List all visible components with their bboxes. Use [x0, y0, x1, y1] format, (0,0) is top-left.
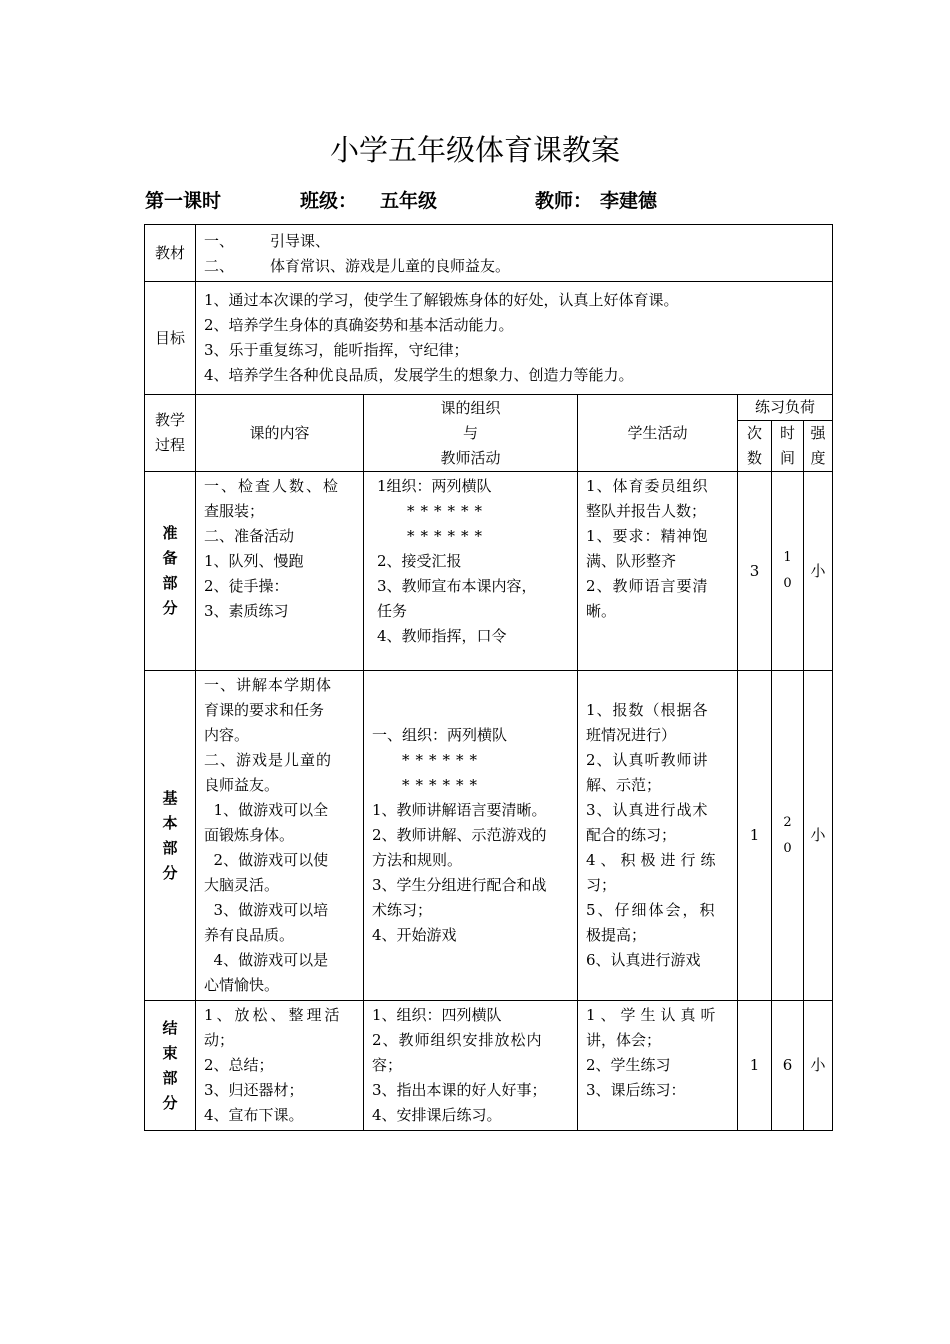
lesson-plan-table — [144, 224, 833, 1131]
objectives-label: 目标 — [145, 282, 196, 395]
prep-section-label: 准 备 部 分 — [145, 472, 196, 671]
end-section-label: 结 束 部 分 — [145, 1001, 196, 1131]
basic-content: 一、讲解本学期体 育课的要求和任务 内容。 二、游戏是儿童的 良师益友。 1、做游戏可以全 面锻炼身体。 2、做游戏可以使 大脑灵活。 3、做游戏可以培 养有良品质。 4、做游戏可以是 心情愉快。 — [196, 671, 364, 1001]
objective-item: 4、培养学生各种优良品质，发展学生的想象力、创造力等能力。 — [204, 366, 634, 384]
basic-section-label: 基 本 部 分 — [145, 671, 196, 1001]
prep-student-activity: 1、体育委员组织 整队并报告人数； 1、要求：精神饱 满、队形整齐 2、教师语言要清 晰。 — [578, 472, 738, 671]
objective-item: 3、乐于重复练习，能听指挥，守纪律； — [204, 341, 469, 359]
process-header: 教学 过程 — [145, 395, 196, 472]
basic-times: 1 — [738, 671, 772, 1001]
student-activity-header: 学生活动 — [578, 395, 738, 472]
lesson-number: 第一课时 — [145, 190, 222, 212]
end-section-row — [145, 1001, 833, 1131]
lesson-meta — [145, 186, 835, 216]
times-header: 次 数 — [738, 421, 772, 472]
end-intensity: 小 — [804, 1001, 833, 1131]
basic-student-activity: 1、报数（根据各 班情况进行） 2、认真听教师讲 解、示范； 3、认真进行战术 配合的练习； 4、积极进行练 习； 5、仔细体会，积 极提高； 6、认真进行游戏 — [578, 671, 738, 1001]
materials-content — [196, 225, 833, 282]
formation-stars: ****** — [402, 751, 483, 769]
end-organization: 1、组织：四列横队 2、教师组织安排放松内 容； 3、指出本课的好人好事； 4、安排课后练习。 — [364, 1001, 578, 1131]
teacher-value: 李建德 — [600, 190, 658, 212]
prep-duration: 1 0 — [772, 472, 804, 671]
end-duration: 6 — [772, 1001, 804, 1131]
end-content: 1、放松、整理活 动； 2、总结； 3、归还器材； 4、宣布下课。 — [196, 1001, 364, 1131]
materials-item: 一、 引导课、 — [204, 232, 331, 250]
intensity-header: 强 度 — [804, 421, 833, 472]
objectives-row — [145, 282, 833, 395]
page-title: 小学五年级体育课教案 — [329, 133, 620, 167]
prep-times: 3 — [738, 472, 772, 671]
class-label: 班级： — [300, 190, 358, 212]
formation-stars: ****** — [407, 527, 488, 545]
prep-content: 一、检查人数、检 查服装； 二、准备活动 1、队列、慢跑 2、徒手操： 3、素质练习 — [196, 472, 364, 671]
objectives-content — [196, 282, 833, 395]
content-header: 课的内容 — [196, 395, 364, 472]
header-row — [145, 395, 833, 421]
load-header: 练习负荷 — [738, 395, 833, 421]
objective-item: 1、通过本次课的学习，使学生了解锻炼身体的好处，认真上好体育课。 — [204, 291, 679, 309]
duration-header: 时 间 — [772, 421, 804, 472]
class-value: 五年级 — [380, 190, 438, 212]
formation-stars: ****** — [407, 502, 488, 520]
end-times: 1 — [738, 1001, 772, 1131]
materials-row — [145, 225, 833, 282]
prep-section-row — [145, 472, 833, 671]
basic-organization: 一、组织：两列横队 ****** ****** 1、教师讲解语言要清晰。 2、教师讲解、示范游戏的 方法和规则。 3、学生分组进行配合和战 术练习； 4、开始游戏 — [364, 671, 578, 1001]
basic-section-row — [145, 671, 833, 1001]
materials-item: 二、 体育常识、游戏是儿童的良师益友。 — [204, 257, 511, 275]
end-student-activity: 1、学生认真听 讲，体会； 2、学生练习 3、课后练习： — [578, 1001, 738, 1131]
prep-organization: 1组织：两列横队 ****** ****** 2、接受汇报 3、教师宣布本课内容， 任务 4、教师指挥，口令 — [364, 472, 578, 671]
materials-label: 教材 — [145, 225, 196, 282]
formation-stars: ****** — [402, 776, 483, 794]
organization-header: 课的组织 与 教师活动 — [364, 395, 578, 472]
basic-duration: 2 0 — [772, 671, 804, 1001]
basic-intensity: 小 — [804, 671, 833, 1001]
teacher-label: 教师： — [535, 190, 593, 212]
prep-intensity: 小 — [804, 472, 833, 671]
objective-item: 2、培养学生身体的真确姿势和基本活动能力。 — [204, 316, 514, 334]
